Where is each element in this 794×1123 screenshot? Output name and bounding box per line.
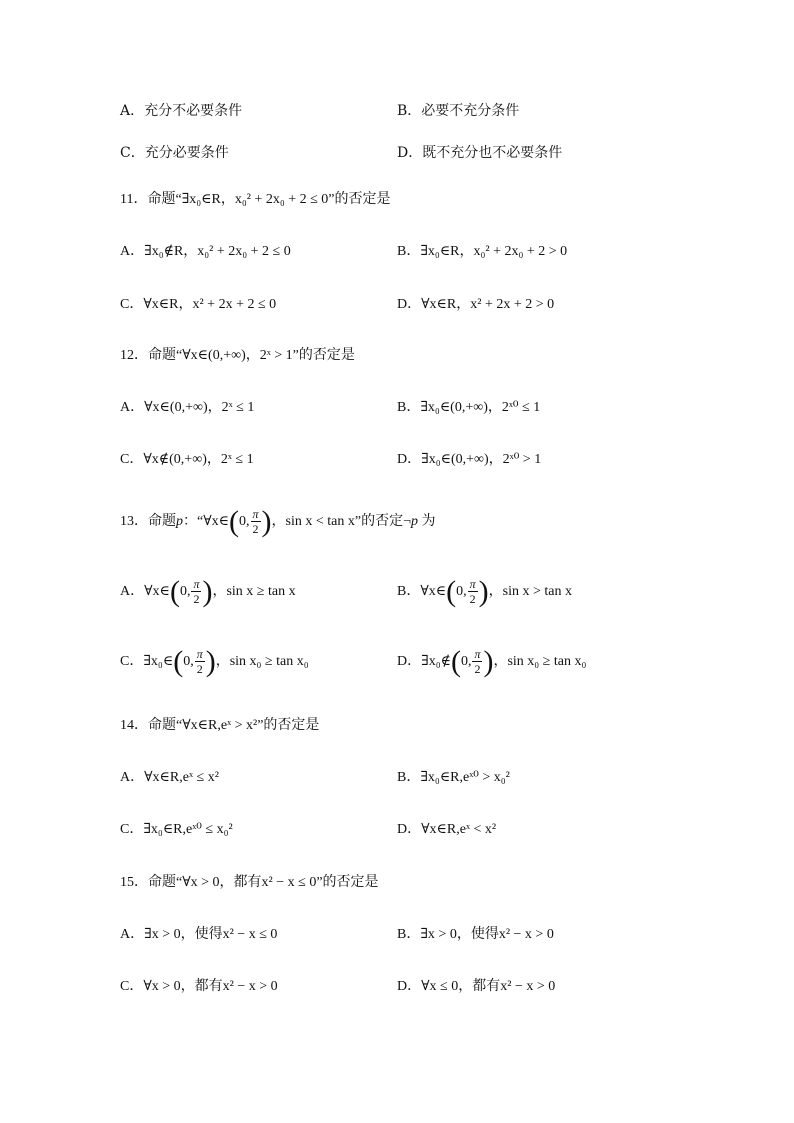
- pi-over-two-fraction: [472, 647, 482, 676]
- pi-over-two-fraction: [191, 577, 201, 606]
- left-paren: (: [173, 644, 184, 678]
- q12-stem: 12．命题“∀x∈(0,+∞)，2ˣ > 1”的否定是: [120, 348, 355, 363]
- q13-option-c[interactable]: [120, 645, 309, 679]
- right-paren: ): [202, 574, 213, 608]
- left-paren: (: [169, 574, 180, 608]
- q13-option-a[interactable]: [120, 575, 296, 609]
- frac-numerator: π: [196, 647, 203, 662]
- left-paren: (: [446, 574, 457, 608]
- q13-option-d[interactable]: [397, 645, 586, 679]
- q13-d-head: D．∃x₀∉: [397, 654, 451, 669]
- frac-denominator: 2: [469, 592, 476, 607]
- frac-denominator: 2: [193, 592, 200, 607]
- q12-option-c[interactable]: C．∀x∉(0,+∞)，2ˣ ≤ 1: [120, 452, 254, 467]
- pi-over-two-fraction: [251, 507, 261, 536]
- q13-stem-body: ，sin x < tan x”的否定¬: [271, 514, 411, 529]
- q15-option-a[interactable]: A．∃x > 0，使得x² − x ≤ 0: [120, 927, 278, 942]
- q15-option-d[interactable]: D．∀x ≤ 0，都有x² − x > 0: [397, 979, 556, 994]
- q13-stem-p: p: [176, 514, 183, 529]
- q15-option-b[interactable]: B．∃x > 0，使得x² − x > 0: [397, 927, 554, 942]
- q13-stem-prefix: 13．命题: [120, 514, 176, 529]
- frac-denominator: 2: [252, 522, 259, 537]
- q13-c-head: C．∃x₀∈: [120, 654, 174, 669]
- right-paren: ): [483, 644, 494, 678]
- q15-stem: 15．命题“∀x > 0，都有x² − x ≤ 0”的否定是: [120, 875, 379, 890]
- q11-option-d[interactable]: D．∀x∈R，x² + 2x + 2 > 0: [397, 297, 555, 312]
- frac-numerator: π: [252, 507, 259, 522]
- q15-option-c[interactable]: C．∀x > 0，都有x² − x > 0: [120, 979, 278, 994]
- right-paren: ): [205, 644, 216, 678]
- q14-option-c[interactable]: C．∃x₀∈R,eˣ⁰ ≤ x₀²: [120, 822, 233, 837]
- right-paren: ): [478, 574, 489, 608]
- interval-zero: 0,: [456, 584, 467, 599]
- frac-denominator: 2: [196, 662, 203, 677]
- q13-b-head: B．∀x∈: [397, 584, 447, 599]
- interval-zero: 0,: [239, 514, 250, 529]
- q13-a-head: A．∀x∈: [120, 584, 170, 599]
- q10-option-a[interactable]: A．充分不必要条件: [120, 103, 243, 119]
- q12-option-a[interactable]: A．∀x∈(0,+∞)，2ˣ ≤ 1: [120, 400, 255, 415]
- q11-option-a[interactable]: A．∃x₀∉R，x₀² + 2x₀ + 2 ≤ 0: [120, 244, 291, 259]
- frac-numerator: π: [469, 577, 476, 592]
- q13-stem: [120, 505, 436, 539]
- left-paren: (: [450, 644, 461, 678]
- pi-over-two-fraction: [468, 577, 478, 606]
- q14-option-b[interactable]: B．∃x₀∈R,eˣ⁰ > x₀²: [397, 770, 510, 785]
- q13-b-tail: ，sin x > tan x: [488, 584, 573, 599]
- q13-option-b[interactable]: [397, 575, 572, 609]
- q13-stem-end: 为: [418, 514, 436, 529]
- q14-stem: 14．命题“∀x∈R,eˣ > x²”的否定是: [120, 718, 320, 733]
- q10-option-c[interactable]: C．充分必要条件: [120, 145, 229, 161]
- q12-option-d[interactable]: D．∃x₀∈(0,+∞)，2ˣ⁰ > 1: [397, 452, 542, 467]
- frac-numerator: π: [193, 577, 200, 592]
- interval-zero: 0,: [460, 654, 472, 669]
- frac-numerator: π: [474, 647, 481, 662]
- interval-zero: 0,: [179, 584, 191, 599]
- q13-c-tail: ，sin x₀ ≥ tan x₀: [215, 654, 309, 669]
- q13-a-tail: ，sin x ≥ tan x: [212, 584, 296, 599]
- q13-d-tail: ，sin x₀ ≥ tan x₀: [493, 654, 587, 669]
- q10-option-b[interactable]: B．必要不充分条件: [397, 103, 520, 119]
- q11-option-b[interactable]: B．∃x₀∈R，x₀² + 2x₀ + 2 > 0: [397, 244, 568, 259]
- interval-zero: 0,: [183, 654, 194, 669]
- frac-denominator: 2: [474, 662, 481, 677]
- q10-option-d[interactable]: D．既不充分也不必要条件: [397, 145, 563, 161]
- q11-option-c[interactable]: C．∀x∈R，x² + 2x + 2 ≤ 0: [120, 297, 277, 312]
- right-paren: ): [261, 504, 272, 538]
- q14-option-a[interactable]: A．∀x∈R,eˣ ≤ x²: [120, 770, 219, 785]
- left-paren: (: [229, 504, 240, 538]
- q13-stem-neg-p: p: [411, 514, 418, 529]
- q14-option-d[interactable]: D．∀x∈R,eˣ < x²: [397, 822, 497, 837]
- q13-stem-open: ：“∀x∈: [183, 514, 230, 529]
- q11-stem: 11．命题“∃x₀∈R，x₀² + 2x₀ + 2 ≤ 0”的否定是: [120, 192, 391, 207]
- q12-option-b[interactable]: B．∃x₀∈(0,+∞)，2ˣ⁰ ≤ 1: [397, 400, 541, 415]
- pi-over-two-fraction: [195, 647, 205, 676]
